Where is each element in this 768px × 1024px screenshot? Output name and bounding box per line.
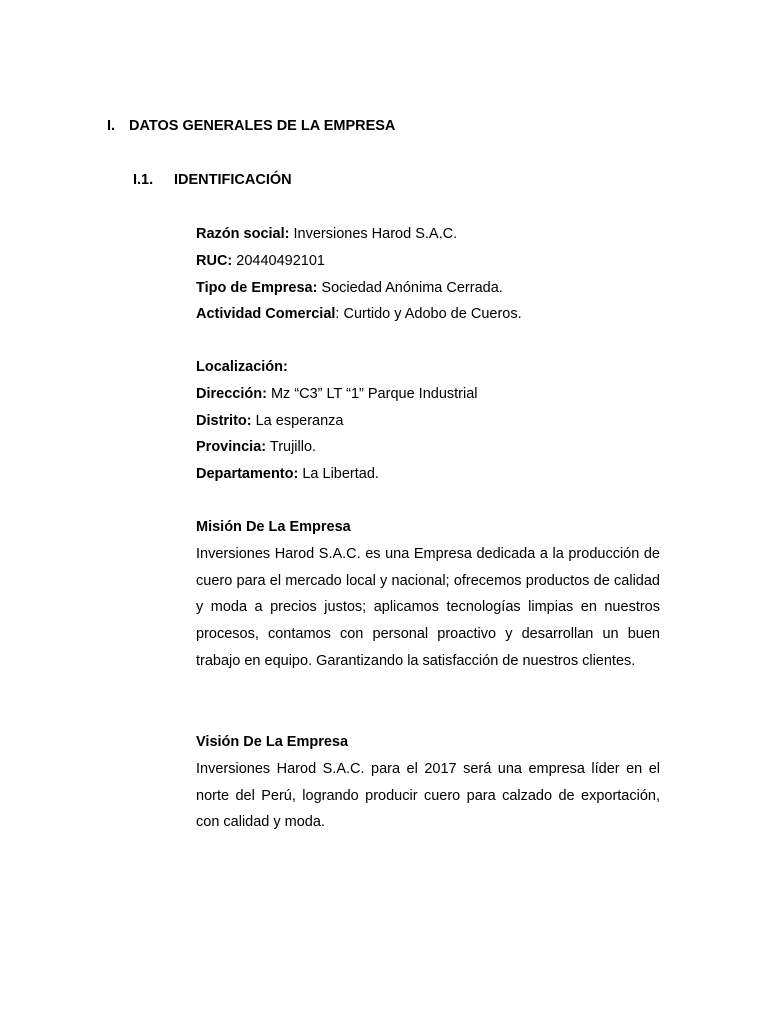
field-provincia <box>196 434 660 461</box>
field-label: Provincia: <box>196 439 267 456</box>
section-title: DATOS GENERALES DE LA EMPRESA <box>129 118 396 134</box>
field-value: Sociedad Anónima Cerrada. <box>317 279 503 296</box>
mission-text: Inversiones Harod S.A.C. es una Empresa dedicada a la producción de cuero para el mercado local y nacional; ofrecemos productos de calidad y moda a precios justos; aplicamos tecnologías limpias en nuestros procesos, contamos con personal proactivo y desarrollan un buen trabajo en equipo. Garantizando la satisfacción de nuestros clientes. <box>196 545 660 669</box>
field-actividad-comercial <box>196 301 660 328</box>
subsection-heading <box>133 172 292 188</box>
section-number: I. <box>107 118 116 134</box>
identification-block <box>196 221 660 328</box>
subsection-title: IDENTIFICACIÓN <box>174 172 292 188</box>
mission-title: Misión De La Empresa <box>196 519 351 535</box>
field-value: Inversiones Harod S.A.C. <box>289 226 458 242</box>
field-distrito <box>196 408 660 435</box>
field-tipo-empresa <box>196 275 660 302</box>
field-label: Actividad Comercial <box>196 306 336 323</box>
field-razon-social <box>196 221 660 248</box>
field-value: Mz “C3” LT “1” Parque Industrial <box>266 385 478 402</box>
field-value: La Libertad. <box>298 466 379 483</box>
field-label: Tipo de Empresa: <box>196 279 318 296</box>
subsection-number: I.1. <box>133 172 154 188</box>
field-departamento <box>196 461 660 488</box>
location-title: Localización: <box>196 359 288 375</box>
field-label: Distrito: <box>196 412 252 429</box>
field-direccion <box>196 381 660 408</box>
vision-title: Visión De La Empresa <box>196 734 349 750</box>
field-ruc <box>196 248 660 275</box>
field-label: Departamento: <box>196 466 299 483</box>
section-heading <box>107 118 395 134</box>
location-block <box>196 354 660 488</box>
mission-block <box>196 514 660 675</box>
field-label: RUC: <box>196 252 233 269</box>
field-value: 20440492101 <box>232 252 325 269</box>
field-value: La esperanza <box>251 412 344 429</box>
field-label: Razón social: <box>196 226 290 242</box>
vision-block <box>196 729 660 836</box>
field-value: Trujillo. <box>266 439 317 456</box>
vision-text: Inversiones Harod S.A.C. para el 2017 será una empresa líder en el norte del Perú, logrando producir cuero para calzado de exportación, con calidad y moda. <box>196 760 660 831</box>
field-label: Dirección: <box>196 385 267 402</box>
field-value: : Curtido y Adobo de Cueros. <box>335 306 522 323</box>
